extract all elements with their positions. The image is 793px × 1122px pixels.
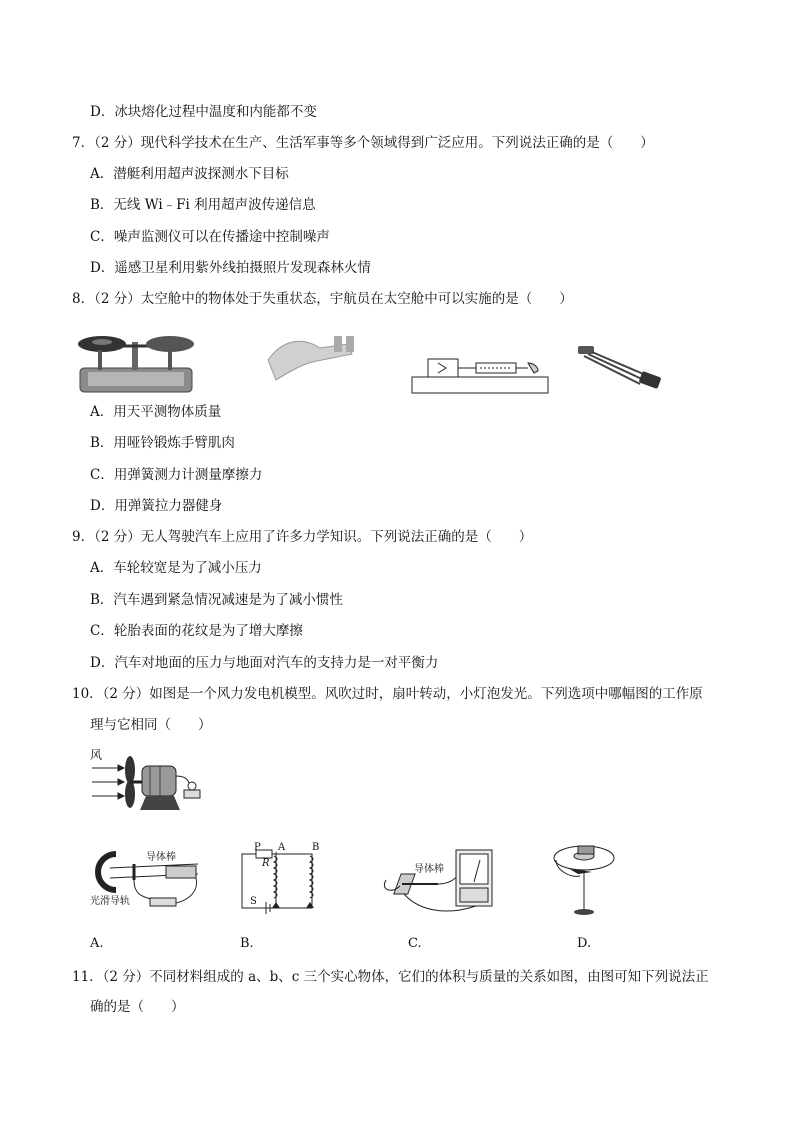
- conductor-rod-label-c: 导体棒: [414, 864, 444, 875]
- q9-option-b: B．汽车遇到紧急情况减速是为了减小惯性: [90, 592, 343, 608]
- dumbbell-arm-image: [262, 330, 358, 386]
- wind-label: 风: [90, 748, 103, 762]
- q9-option-a: A．车轮较宽是为了减小压力: [90, 560, 262, 576]
- label-s: S: [250, 896, 257, 907]
- spring-expander-image: [574, 344, 666, 392]
- q9-stem: 9．（2 分）无人驾驶汽车上应用了许多力学知识。下列说法正确的是（ ）: [72, 529, 533, 545]
- q10-stem-line1: 10．（2 分）如图是一个风力发电机模型。风吹过时，扇叶转动，小灯泡发光。下列选项中哪幅图的工作原: [72, 686, 703, 702]
- q11-stem-line2: 确的是（ ）: [90, 999, 185, 1015]
- option-d-label: D.: [577, 936, 592, 951]
- wind-generator-model-figure: [88, 746, 208, 814]
- q9-option-c: C．轮胎表面的花纹是为了增大摩擦: [90, 623, 303, 639]
- option-a-figure: [90, 840, 210, 914]
- option-a-label: A.: [90, 936, 104, 951]
- q6-option-d: D．冰块熔化过程中温度和内能都不变: [90, 104, 317, 120]
- q7-option-d: D．遥感卫星利用紫外线拍摄照片发现森林火情: [90, 260, 371, 276]
- q8-stem: 8．（2 分）太空舱中的物体处于失重状态，宇航员在太空舱中可以实施的是（ ）: [72, 291, 573, 307]
- q7-option-a: A．潜艇利用超声波探测水下目标: [90, 166, 289, 182]
- q7-stem: 7．（2 分）现代科学技术在生产、生活军事等多个领域得到广泛应用。下列说法正确的是（ ）: [72, 135, 654, 151]
- spring-scale-friction-image: [410, 355, 550, 395]
- q11-stem-line1: 11．（2 分）不同材料组成的 a、b、c 三个实心物体，它们的体积与质量的关系如图，由图可知下列说法正: [72, 969, 709, 985]
- smooth-rail-label: 光滑导轨: [90, 896, 130, 907]
- q8-option-a: A．用天平测物体质量: [90, 404, 222, 420]
- label-r: R: [262, 858, 270, 869]
- option-b-figure: [236, 842, 332, 914]
- option-d-figure: [548, 838, 620, 920]
- option-b-label: B.: [240, 936, 254, 951]
- option-c-label: C.: [408, 936, 422, 951]
- conductor-rod-label-a: 导体棒: [146, 852, 176, 863]
- label-p: P: [254, 842, 261, 853]
- q7-option-c: C．噪声监测仪可以在传播途中控制噪声: [90, 229, 330, 245]
- option-c-figure: [382, 844, 500, 920]
- q8-option-c: C．用弹簧测力计测量摩擦力: [90, 467, 263, 483]
- balance-scale-image: [74, 328, 198, 396]
- q10-stem-line2: 理与它相同（ ）: [90, 717, 212, 733]
- q8-option-b: B．用哑铃锻炼手臂肌肉: [90, 435, 235, 451]
- label-a: A: [278, 842, 286, 853]
- q9-option-d: D．汽车对地面的压力与地面对汽车的支持力是一对平衡力: [90, 655, 439, 671]
- label-b: B: [312, 842, 320, 853]
- q8-option-d: D．用弹簧拉力器健身: [90, 498, 223, 514]
- q7-option-b: B．无线 Wi﹣Fi 利用超声波传递信息: [90, 197, 316, 213]
